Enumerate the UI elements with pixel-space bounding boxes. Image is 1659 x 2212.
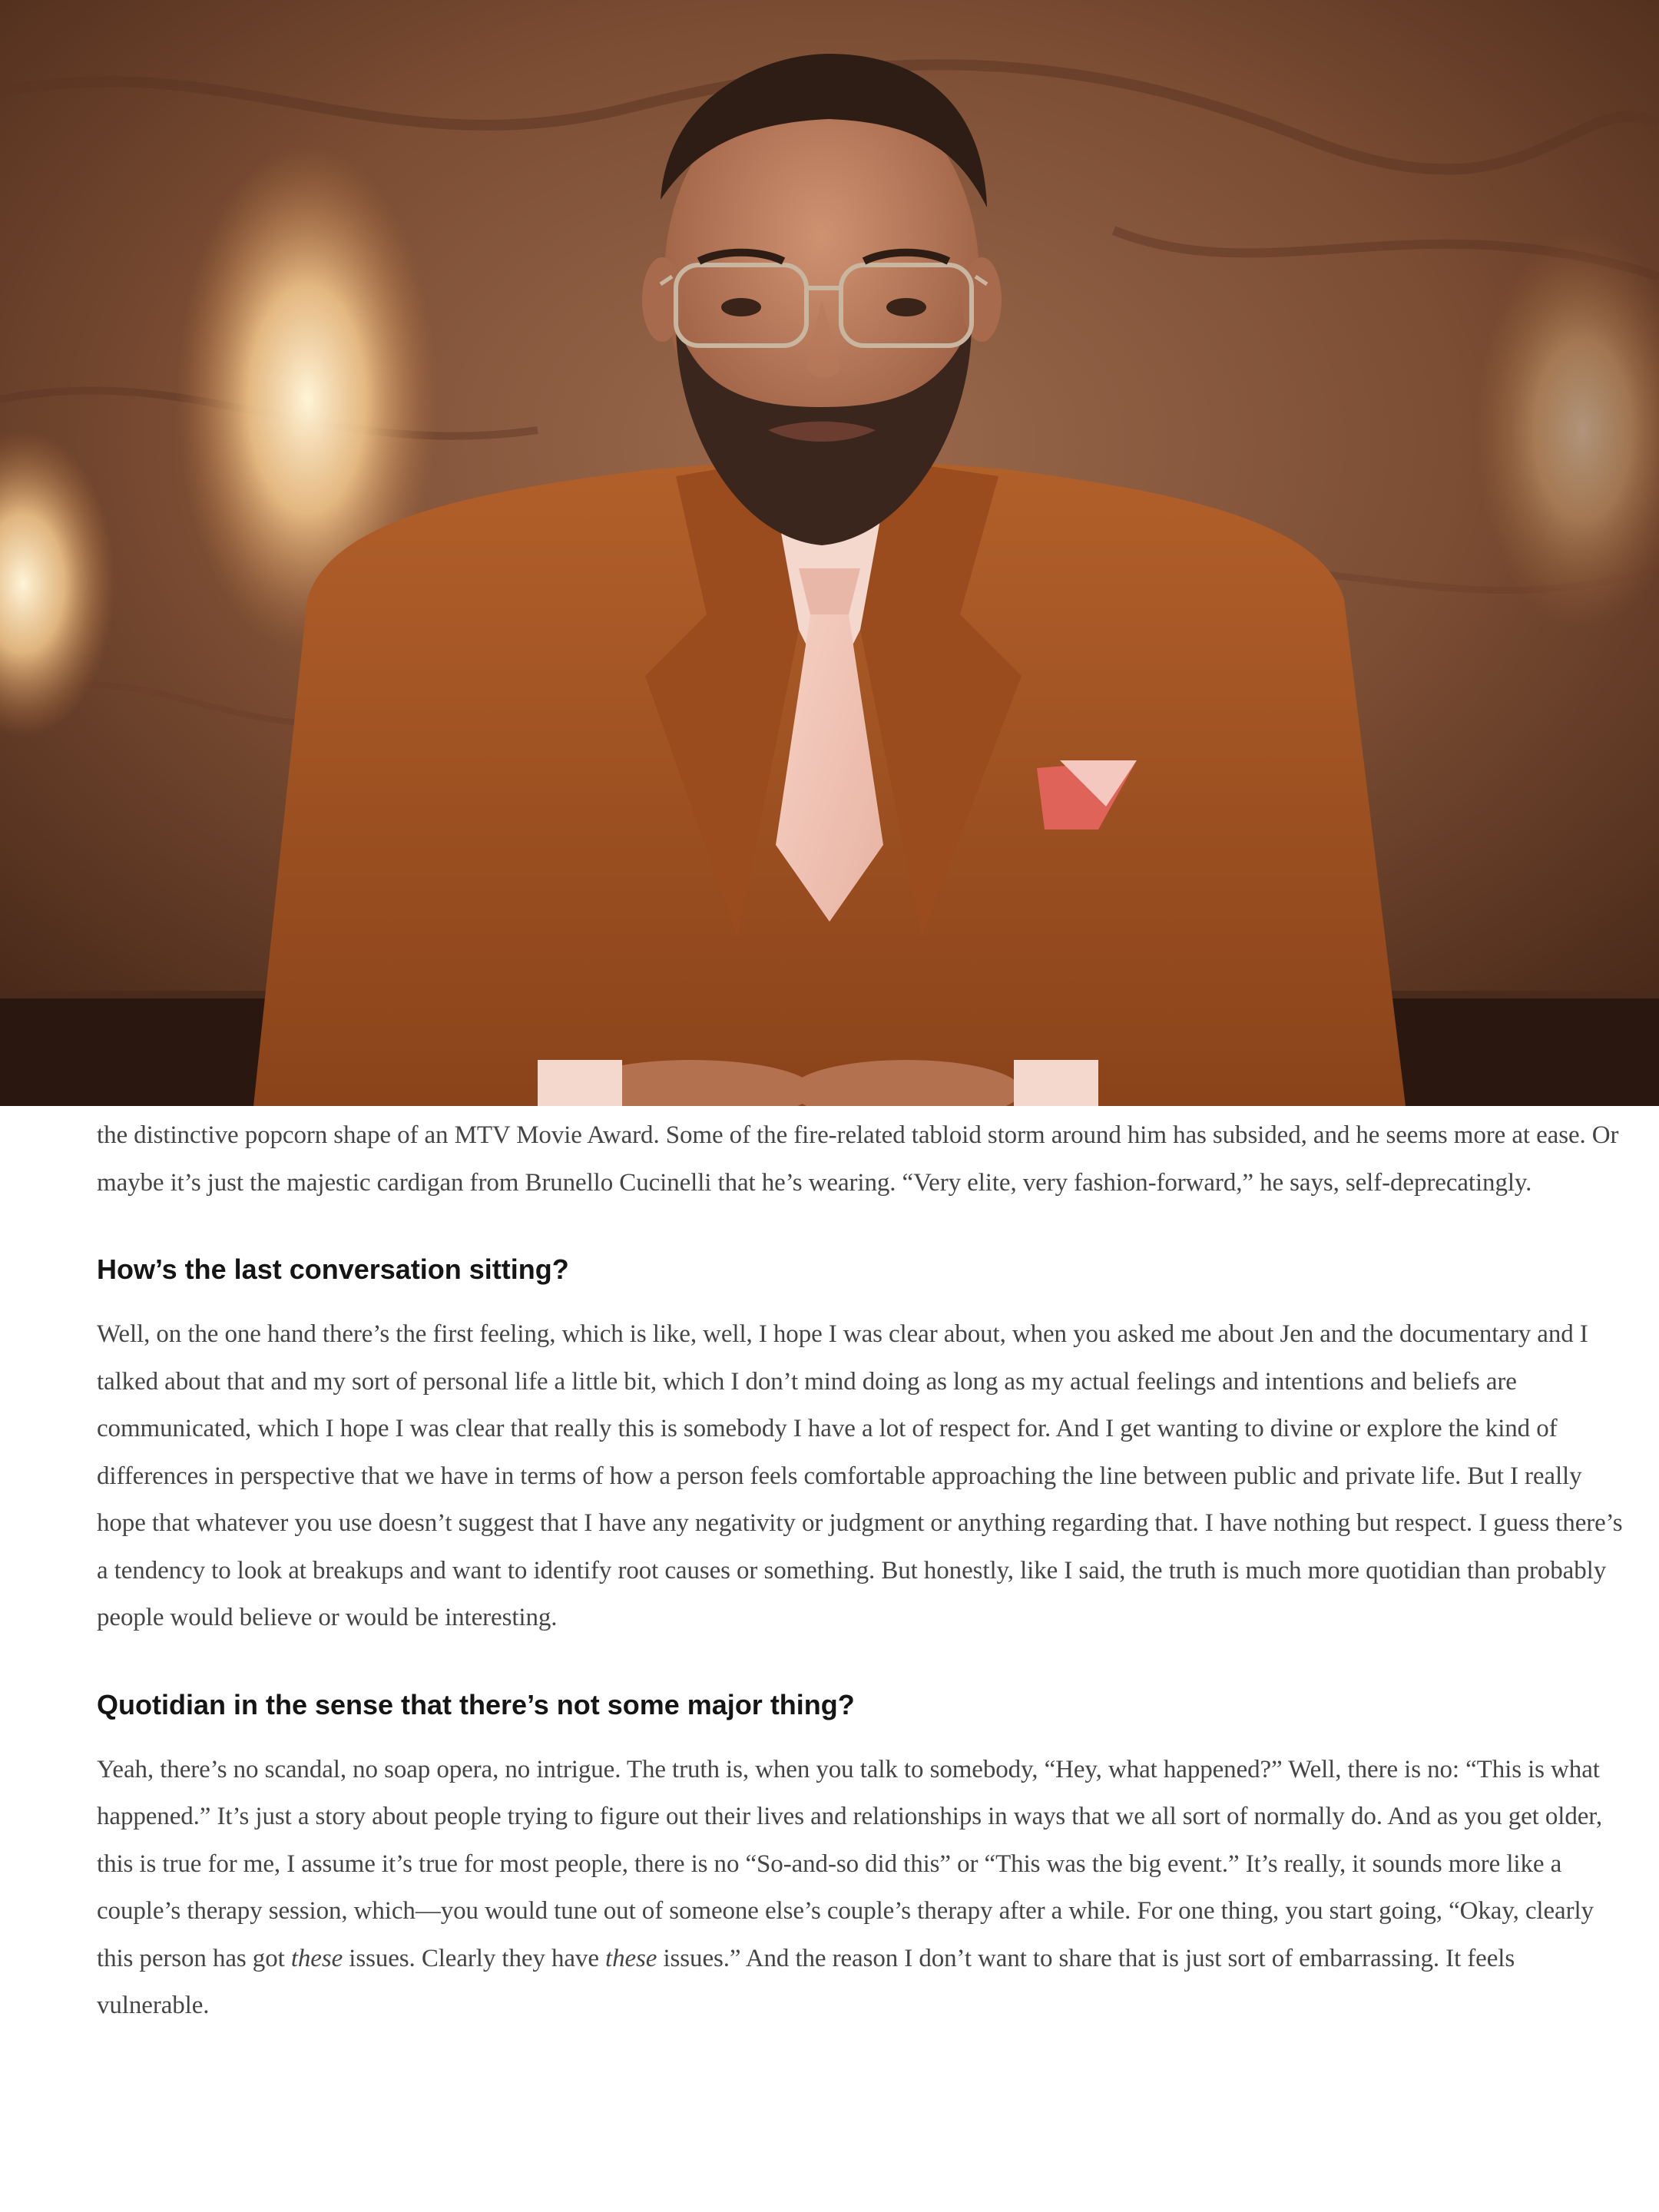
answer-paragraph-2 bbox=[97, 1747, 1625, 2030]
intro-paragraph: the distinctive popcorn shape of an MTV Movie Award. Some of the fire-related tabloid storm around him has subsided, and he seems more at ease. Or maybe it’s just the majestic cardigan from Brunello Cucinelli that he’s wearing. “Very elite, very fashion-forward,” he says, self-deprecatingly. bbox=[97, 1121, 1619, 1197]
answer-2-text-a: Yeah, there’s no scandal, no soap opera, no intrigue. The truth is, when you talk to somebody, “Hey, what happened?” Well, there is no: “This is what happened.” It’s just a story about people trying to figure out their lives and relationships in ways that we all sort of normally do. And as you get older, this is true for me, I assume it’s true for most people, there is no “So-and-so did this” or “This was the big event.” It’s really, it sounds more like a couple’s therapy session, which—you would tune out of someone else’s couple’s therapy after a while. For one thing, you start going, “Okay, clearly this person has got bbox=[97, 1755, 1603, 1972]
answer-2-text-c: issues.” And the reason I don’t want to share that is just sort of embarrassing. It feels vulnerable. bbox=[97, 1944, 1515, 2019]
question-heading-1: How’s the last conversation sitting? bbox=[97, 1253, 569, 1285]
answer-2-text-b: issues. Clearly they have bbox=[343, 1944, 606, 1972]
answer-2-emphasis-1: these bbox=[290, 1944, 343, 1972]
question-heading-2: Quotidian in the sense that there’s not some major thing? bbox=[97, 1688, 855, 1720]
answer-paragraph-1: Well, on the one hand there’s the first feeling, which is like, well, I hope I was clear about, when you asked me about Jen and the documentary and I talked about that and my sort of personal life a little bit, which I don’t mind doing as long as my actual feelings and intentions and beliefs are communicated, which I hope I was clear that really this is somebody I have a lot of respect for. And I get wanting to divine or explore the kind of differences in perspective that we have in terms of how a person feels comfortable approaching the line between public and private life. But I really hope that whatever you use doesn’t suggest that I have any negativity or judgment or anything regarding that. I have nothing but respect. I guess there’s a tendency to look at breakups and want to identify root causes or something. But honestly, like I said, the truth is much more quotidian than probably people would believe or would be interesting. bbox=[97, 1320, 1623, 1631]
article-body bbox=[97, 1112, 1625, 2030]
answer-2-emphasis-2: these bbox=[605, 1944, 657, 1972]
